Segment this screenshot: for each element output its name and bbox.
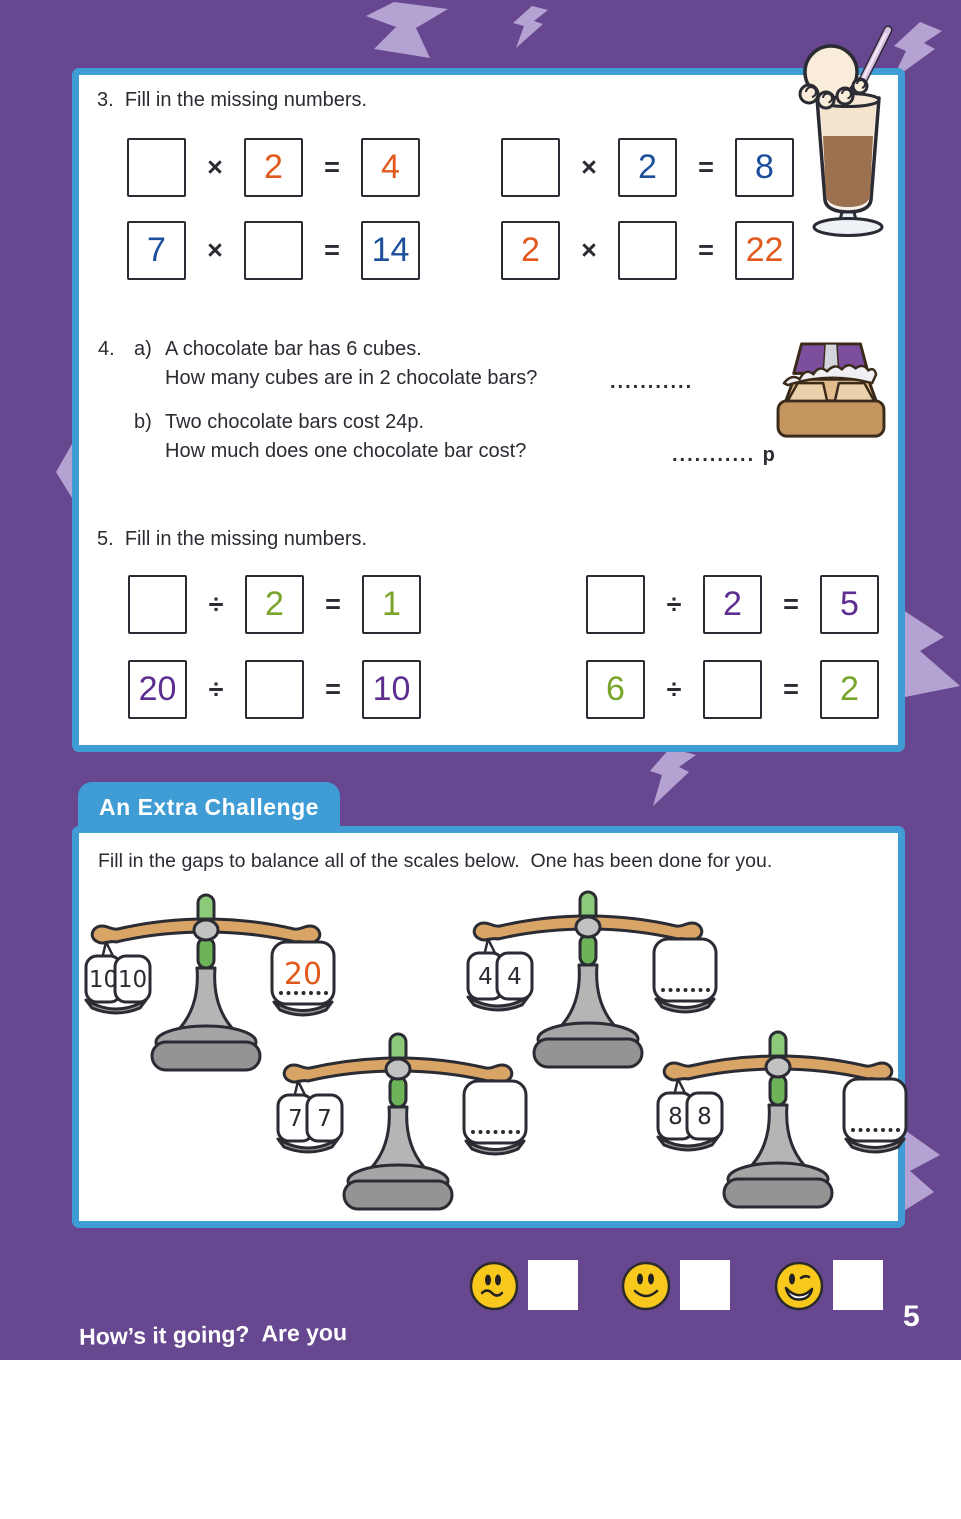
q3-number: 3.	[97, 89, 114, 111]
q4b-label: b)	[134, 411, 152, 433]
q4a-line2: How many cubes are in 2 chocolate bars?	[165, 367, 538, 389]
equation-q5-1	[128, 575, 421, 634]
scale2-left-weight: 4	[478, 964, 493, 990]
divide-operator: ÷	[666, 589, 682, 619]
divide-operator: ÷	[208, 674, 224, 704]
equation-q3-3	[127, 221, 420, 280]
equation-q5-4	[586, 660, 879, 719]
number-box: 6	[586, 660, 645, 719]
missing-number-box[interactable]	[128, 575, 187, 634]
number-box: 2	[501, 221, 560, 280]
chocolate-bar-illustration	[772, 340, 890, 442]
rating-option-happy	[620, 1260, 730, 1312]
wink-face-icon	[773, 1260, 825, 1312]
milkshake-illustration	[773, 24, 918, 236]
footer-line2: finding this a piece of cake?	[80, 1417, 390, 1449]
extra-challenge-tab	[78, 782, 340, 832]
scale4-left-weight: 8	[697, 1104, 712, 1130]
q5-heading: 5. Fill in the missing numbers.	[97, 528, 368, 550]
scale2-left-weight: 4	[507, 964, 522, 990]
scale1-left-weight: 10	[88, 967, 119, 993]
equals-operator: =	[324, 152, 340, 182]
missing-number-box[interactable]	[586, 575, 645, 634]
equals-operator: =	[783, 674, 799, 704]
missing-number-box[interactable]	[244, 221, 303, 280]
lightning-bolt-decoration	[902, 1128, 944, 1212]
q3-heading: 3. Fill in the missing numbers.	[97, 89, 368, 111]
rating-option-unsure	[468, 1260, 578, 1312]
missing-number-box[interactable]	[501, 138, 560, 197]
lightning-bolt-decoration	[366, 2, 448, 58]
extra-challenge-panel	[72, 826, 905, 1228]
times-operator: ×	[207, 235, 223, 265]
number-box: 7	[127, 221, 186, 280]
equals-operator: =	[783, 589, 799, 619]
times-operator: ×	[581, 235, 597, 265]
scale3-left-weight: 7	[288, 1106, 303, 1132]
challenge-instruction: Fill in the gaps to balance all of the scales below. One has been done for you.	[98, 850, 773, 872]
lightning-bolt-decoration	[510, 6, 548, 48]
times-operator: ×	[207, 152, 223, 182]
number-box: 20	[128, 660, 187, 719]
page-number: 5	[903, 1300, 920, 1333]
rating-option-great	[773, 1260, 883, 1312]
missing-number-box[interactable]	[245, 660, 304, 719]
balance-scale-3	[272, 1029, 528, 1231]
equals-operator: =	[324, 235, 340, 265]
scale4-left-weight: 8	[668, 1104, 683, 1130]
scale1-answer: 20	[283, 957, 323, 992]
q5-number: 5.	[97, 528, 114, 550]
balance-scale-4	[652, 1027, 908, 1229]
number-box: 10	[362, 660, 421, 719]
number-box: 8	[735, 138, 794, 197]
q4b-line1: Two chocolate bars cost 24p.	[165, 411, 425, 433]
q4b-answer-line[interactable]: ........... p	[672, 444, 777, 466]
equation-q5-2	[586, 575, 879, 634]
footer-line1: How’s it going? Are you	[78, 1319, 348, 1350]
scale3-left-weight: 7	[317, 1106, 332, 1132]
q4-number: 4.	[98, 338, 115, 360]
equation-q3-2	[501, 138, 794, 197]
equals-operator: =	[325, 674, 341, 704]
lightning-bolt-decoration	[650, 748, 698, 806]
equation-q3-1	[127, 138, 420, 197]
divide-operator: ÷	[208, 589, 224, 619]
number-box: 2	[703, 575, 762, 634]
scale1-left-weight: 10	[117, 967, 148, 993]
q4a-answer-line[interactable]: ...........	[610, 371, 694, 393]
number-box: 4	[361, 138, 420, 197]
equation-q5-3	[128, 660, 421, 719]
equals-operator: =	[325, 589, 341, 619]
equals-operator: =	[698, 235, 714, 265]
missing-number-box[interactable]	[703, 660, 762, 719]
rating-checkbox-happy[interactable]	[680, 1260, 730, 1310]
number-box: 1	[362, 575, 421, 634]
extra-challenge-label: An Extra Challenge	[99, 793, 319, 820]
rating-checkbox-great[interactable]	[833, 1260, 883, 1310]
q4a-label: a)	[134, 338, 152, 360]
rating-checkbox-unsure[interactable]	[528, 1260, 578, 1310]
smiley-face-icon	[620, 1260, 672, 1312]
number-box: 2	[244, 138, 303, 197]
times-operator: ×	[581, 152, 597, 182]
q4a-line1: A chocolate bar has 6 cubes.	[165, 338, 422, 360]
q4b-line2: How much does one chocolate bar cost?	[165, 440, 527, 462]
missing-number-box[interactable]	[618, 221, 677, 280]
number-box: 2	[820, 660, 879, 719]
number-box: 5	[820, 575, 879, 634]
equals-operator: =	[698, 152, 714, 182]
number-box: 14	[361, 221, 420, 280]
number-box: 2	[618, 138, 677, 197]
confused-face-icon	[468, 1260, 520, 1312]
footer-question	[78, 1249, 391, 1518]
equation-q3-4	[501, 221, 794, 280]
lightning-bolt-decoration	[900, 604, 960, 700]
number-box: 2	[245, 575, 304, 634]
missing-number-box[interactable]	[127, 138, 186, 197]
number-box: 22	[735, 221, 794, 280]
divide-operator: ÷	[666, 674, 682, 704]
